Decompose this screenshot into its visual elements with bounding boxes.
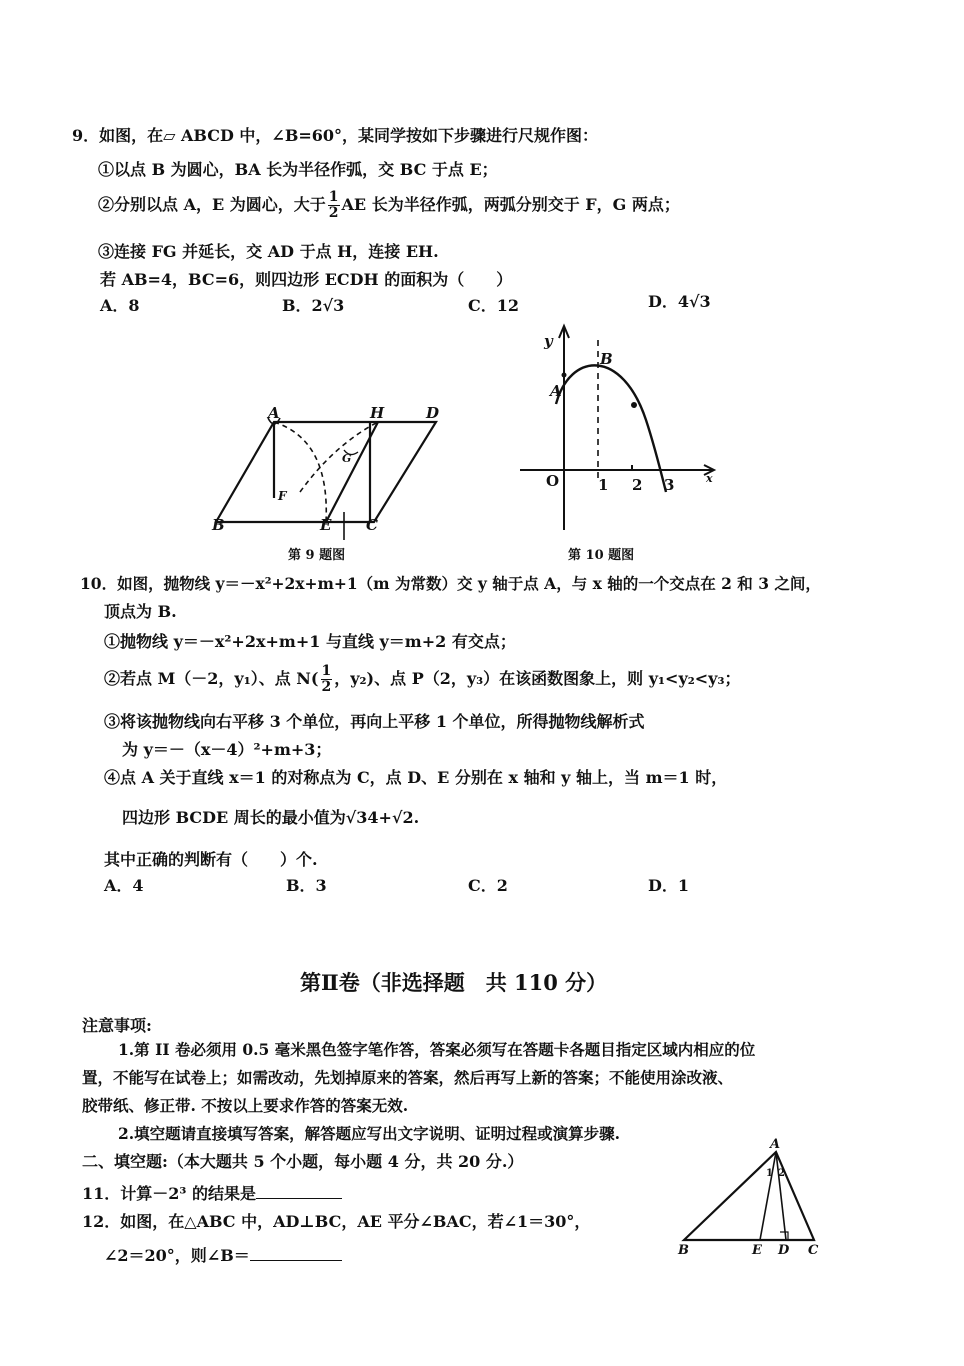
q12-label-b: B <box>678 1243 689 1258</box>
q9-option-a: A．8 <box>100 296 140 315</box>
q9-line-fg <box>300 422 378 492</box>
q10-fraction-numerator: 1 <box>321 663 332 679</box>
q10-s2-post: ，y₂)、点 P（2，y₃）在该函数图象上，则 y₁<y₂<y₃； <box>334 669 741 688</box>
q10-s2-fraction <box>321 664 333 695</box>
q10-fraction-denominator: 2 <box>321 679 332 695</box>
q10-statement-1: ①抛物线 y＝－x²+2x+m+1 与直线 y＝m+2 有交点； <box>104 632 516 651</box>
q10-label-o: O <box>546 472 560 490</box>
q9-option-d: D．4√3 <box>648 292 711 311</box>
notice-1c: 胶带纸、修正带. 不按以上要求作答的答案无效. <box>82 1096 409 1115</box>
q11-text: 11．计算－2³ 的结果是 <box>82 1184 256 1203</box>
q10-tick-label-3: 3 <box>664 476 675 494</box>
q9-line-eh <box>326 422 378 522</box>
q12-label-d: D <box>778 1243 790 1258</box>
q12-label-c: C <box>808 1243 819 1258</box>
q9-fraction-denominator: 2 <box>328 205 339 221</box>
q12-line-ae <box>760 1152 776 1240</box>
q10-figure-caption: 第 10 题图 <box>568 548 635 563</box>
q10-y-arrow <box>559 326 569 338</box>
q9-arc-a <box>268 418 280 424</box>
q9-label-h: H <box>370 404 385 422</box>
q12-right-angle <box>780 1232 788 1240</box>
q10-ask: 其中正确的判断有（ ）个. <box>104 850 318 869</box>
q12-angle-2-label: 2 <box>778 1168 785 1179</box>
q9-label-b: B <box>212 516 225 534</box>
q9-fraction-numerator: 1 <box>328 189 339 205</box>
q9-step2 <box>98 190 680 221</box>
q12-text: ∠2＝20°，则∠B＝ <box>104 1246 250 1265</box>
q10-tick-label-1: 1 <box>598 476 609 494</box>
q10-point-on-curve <box>631 402 637 408</box>
q12-line1: 12．如图，在△ABC 中，AD⊥BC，AE 平分∠BAC，若∠1＝30°， <box>82 1212 591 1231</box>
q12-label-a: A <box>770 1137 781 1152</box>
q12-angle-1-label: 1 <box>766 1168 773 1179</box>
q10-statement-4b: 四边形 BCDE 周长的最小值为√34+√2. <box>122 808 420 827</box>
q10-label-x: x <box>706 472 713 485</box>
q9-step3: ③连接 FG 并延长，交 AD 于点 H，连接 EH. <box>98 242 439 261</box>
q9-figure-caption: 第 9 题图 <box>288 548 346 563</box>
q10-statement-3a: ③将该抛物线向右平移 3 个单位，再向上平移 1 个单位，所得抛物线解析式 <box>104 712 645 731</box>
q9-label-f: F <box>278 489 287 503</box>
q12 <box>104 1244 342 1266</box>
q10-label-y: y <box>544 332 553 350</box>
q10-stem: 10．如图，抛物线 y＝－x²+2x+m+1（m 为常数）交 y 轴于点 A，与 x 轴的一个交点在 2 和 3 之间， <box>80 574 821 593</box>
q9-label-c: C <box>366 516 378 534</box>
q9-option-c: C．12 <box>468 296 520 315</box>
q9-label-e: E <box>320 516 332 534</box>
q9-step1: ①以点 B 为圆心，BA 长为半径作弧，交 BC 于点 E； <box>98 160 498 179</box>
q9-label-d: D <box>426 404 440 422</box>
q12-triangle <box>684 1152 814 1240</box>
notice-2: 2.填空题请直接填写答案，解答题应写出文字说明、证明过程或演算步骤. <box>118 1124 621 1143</box>
notice-heading: 注意事项: <box>82 1016 152 1035</box>
q12-answer-blank[interactable] <box>250 1244 342 1261</box>
q10-parabola <box>556 365 666 492</box>
q10-s2-pre: ②若点 M（－2，y₁）、点 N( <box>104 669 319 688</box>
q10-label-b: B <box>600 350 613 368</box>
q9-label-a: A <box>268 404 280 422</box>
q9-step2-pre: ②分别以点 A，E 为圆心，大于 <box>98 195 326 214</box>
notice-1b: 置，不能写在试卷上；如需改动，先划掉原来的答案，然后再写上新的答案；不能使用涂改液、 <box>82 1068 734 1087</box>
notice-1a: 1.第 II 卷必须用 0.5 毫米黑色签字笔作答，答案必须写在答题卡各题目指定区域内相应的位 <box>118 1040 756 1059</box>
q10-statement-4a: ④点 A 关于直线 x＝1 的对称点为 C，点 D、E 分别在 x 轴和 y 轴上，当 m＝1 时， <box>104 768 728 787</box>
q9-step2-fraction <box>328 190 340 221</box>
q9-label-g: G <box>342 452 352 465</box>
q9-ask: 若 AB=4，BC=6，则四边形 ECDH 的面积为（ ） <box>100 270 513 289</box>
q10-option-d: D．1 <box>648 876 690 895</box>
q11-answer-blank[interactable] <box>256 1182 342 1199</box>
q10-option-c: C．2 <box>468 876 508 895</box>
q12-label-e: E <box>752 1243 762 1258</box>
q10-tick-label-2: 2 <box>632 476 643 494</box>
q9-stem: 9．如图，在▱ ABCD 中，∠B=60°，某同学按如下步骤进行尺规作图： <box>72 126 599 145</box>
q9-parallelogram <box>216 422 436 522</box>
q12-line-ad <box>776 1152 786 1240</box>
q9-option-b: B．2√3 <box>282 296 345 315</box>
q9-arc-be <box>274 422 326 522</box>
q10-option-b: B．3 <box>286 876 327 895</box>
q10-x-arrow <box>704 465 714 475</box>
q10-option-a: A．4 <box>104 876 144 895</box>
part2-title: 第Ⅱ卷（非选择题 共 110 分） <box>300 970 608 995</box>
q10-statement-3b: 为 y＝－（x－4）²+m+3； <box>122 740 332 759</box>
q9-step2-post: AE 长为半径作弧，两弧分别交于 F，G 两点； <box>341 195 680 214</box>
q10-point-a <box>562 373 567 378</box>
q9-arc-g <box>344 450 358 455</box>
q10-stem-line2: 顶点为 B. <box>104 602 177 621</box>
q10-statement-2 <box>104 664 740 695</box>
fill-in-section-heading: 二、填空题:（本大题共 5 个小题，每小题 4 分，共 20 分.） <box>82 1152 524 1171</box>
q11 <box>82 1182 342 1204</box>
q10-label-a: A <box>550 382 562 400</box>
